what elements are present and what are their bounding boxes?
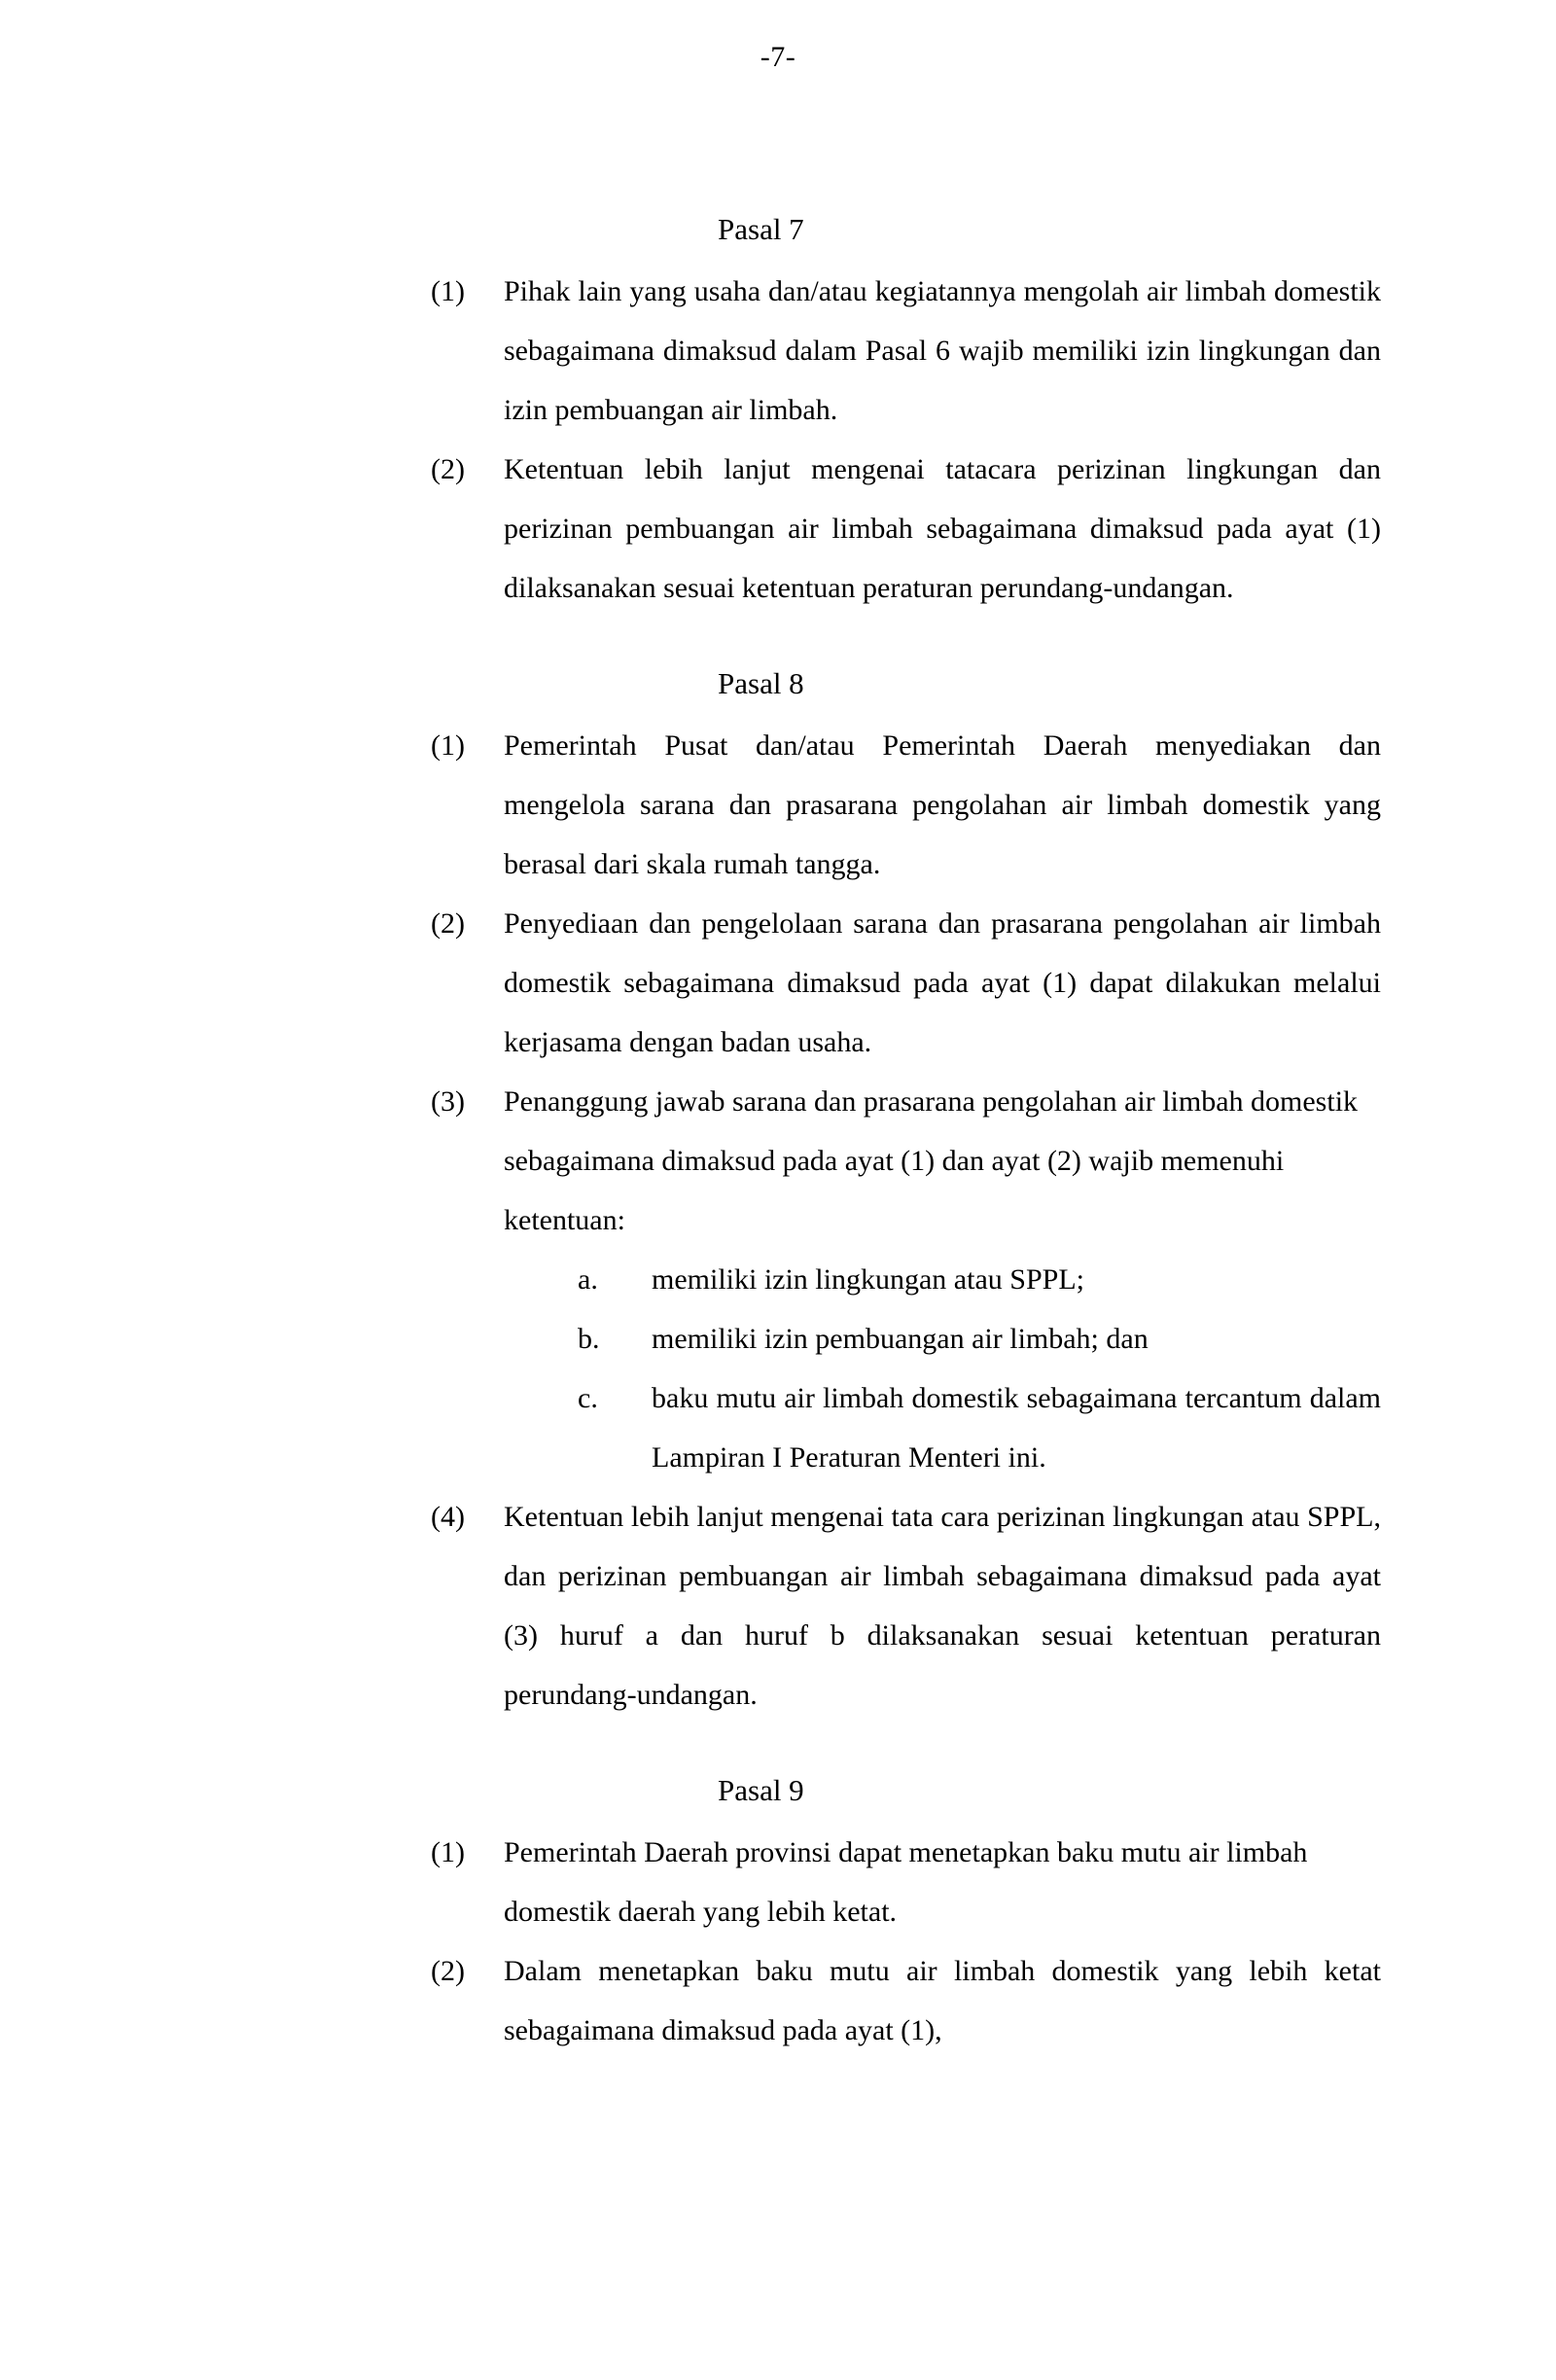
subclause-text: memiliki izin pembuangan air limbah; dan (652, 1323, 1149, 1355)
clause-text: Dalam menetapkan baku mutu air limbah domestik yang lebih ketat sebagaimana dimaksud pada ayat (1), (504, 1955, 1381, 2046)
pasal-heading: Pasal 9 (718, 1773, 804, 1807)
subclause-item (578, 1368, 1381, 1487)
clause-text: Ketentuan lebih lanjut mengenai tatacara perizinan lingkungan dan perizinan pembuangan air limbah sebagaimana dimaksud pada ayat (1) dilaksanakan sesuai ketentuan peraturan perundang-undangan. (504, 453, 1381, 604)
subclause-item (578, 1250, 1381, 1309)
clause-item (431, 262, 1381, 440)
page-number: -7- (760, 41, 796, 73)
clause-number: (1) (431, 729, 465, 762)
clause-number: (1) (431, 275, 465, 307)
clause-item (431, 1941, 1381, 2060)
clause-text: Ketentuan lebih lanjut mengenai tata cara perizinan lingkungan atau SPPL, dan perizinan pembuangan air limbah sebagaimana dimaksud pada ayat (3) huruf a dan huruf b dilaksanakan sesuai ketentuan peraturan perundang-undangan. (504, 1501, 1381, 1711)
clause-item (431, 1823, 1381, 1941)
clause-item (431, 1487, 1381, 1724)
clause-number: (2) (431, 453, 465, 485)
clause-item (431, 716, 1381, 894)
clause-number: (2) (431, 1955, 465, 1987)
subclause-text: baku mutu air limbah domestik sebagaimana tercantum dalam Lampiran I Peraturan Menteri ini. (652, 1382, 1381, 1474)
clause-number: (3) (431, 1085, 465, 1118)
subclause-label: a. (578, 1263, 598, 1296)
clause-item (431, 1072, 1381, 1487)
clause-item (431, 894, 1381, 1072)
section-pasal-8 (431, 668, 1381, 1724)
subclause-item (578, 1309, 1381, 1368)
subclause-label: b. (578, 1323, 600, 1355)
clause-text: Pemerintah Pusat dan/atau Pemerintah Daerah menyediakan dan mengelola sarana dan prasarana pengolahan air limbah domestik yang berasal dari skala rumah tangga. (504, 729, 1381, 880)
clause-text: Pemerintah Daerah provinsi dapat menetapkan baku mutu air limbah domestik daerah yang lebih ketat. (504, 1836, 1308, 1928)
clause-number: (4) (431, 1501, 465, 1533)
clause-item (431, 440, 1381, 618)
section-pasal-9 (431, 1775, 1381, 2060)
clause-number: (2) (431, 907, 465, 940)
subclause-text: memiliki izin lingkungan atau SPPL; (652, 1263, 1084, 1296)
pasal-heading: Pasal 7 (718, 212, 804, 246)
clause-text: Penanggung jawab sarana dan prasarana pengolahan air limbah domestik sebagaimana dimaksud pada ayat (1) dan ayat (2) wajib memenuhi ketentuan: (504, 1085, 1359, 1236)
section-gap (431, 618, 1381, 668)
section-gap (431, 1724, 1381, 1775)
clause-text: Pihak lain yang usaha dan/atau kegiatannya mengolah air limbah domestik sebagaimana dimaksud dalam Pasal 6 wajib memiliki izin lingkungan dan izin pembuangan air limbah. (504, 275, 1381, 426)
document-body (431, 214, 1381, 2060)
subclause-label: c. (578, 1382, 598, 1414)
pasal-heading: Pasal 8 (718, 666, 804, 700)
subclause-list (504, 1250, 1381, 1487)
clause-text: Penyediaan dan pengelolaan sarana dan prasarana pengolahan air limbah domestik sebagaimana dimaksud pada ayat (1) dapat dilakukan melalui kerjasama dengan badan usaha. (504, 907, 1381, 1058)
clause-number: (1) (431, 1836, 465, 1868)
section-pasal-7 (431, 214, 1381, 618)
